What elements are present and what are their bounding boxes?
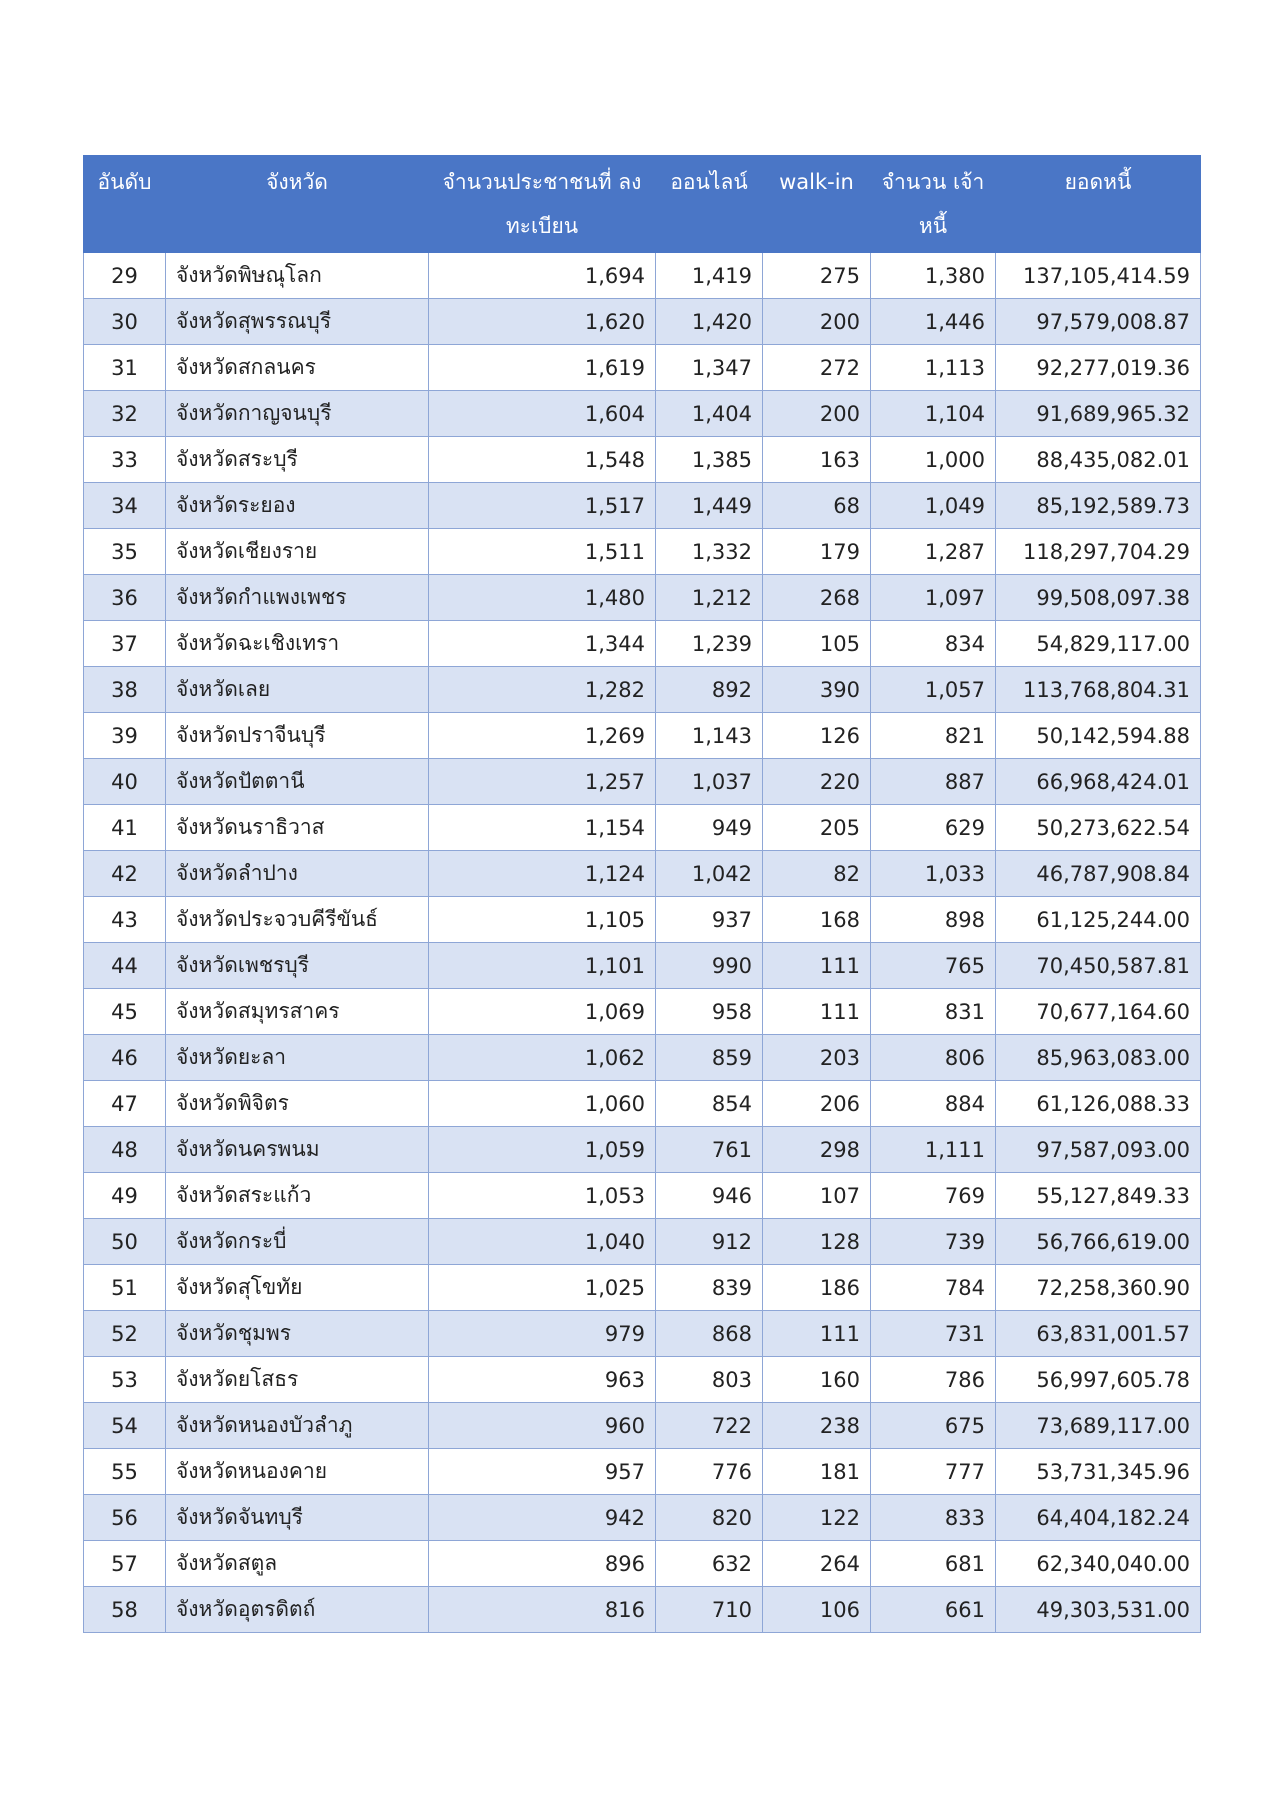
- cell-walk-in: 272: [763, 345, 871, 391]
- cell-creditors: 1,111: [871, 1127, 996, 1173]
- cell-online: 990: [656, 943, 763, 989]
- cell-debt-amount: 72,258,360.90: [996, 1265, 1201, 1311]
- cell-debt-amount: 50,273,622.54: [996, 805, 1201, 851]
- cell-debt-amount: 61,126,088.33: [996, 1081, 1201, 1127]
- cell-rank: 46: [84, 1035, 166, 1081]
- cell-registered: 1,059: [429, 1127, 656, 1173]
- cell-online: 1,420: [656, 299, 763, 345]
- cell-creditors: 784: [871, 1265, 996, 1311]
- cell-rank: 38: [84, 667, 166, 713]
- cell-online: 892: [656, 667, 763, 713]
- cell-creditors: 884: [871, 1081, 996, 1127]
- cell-walk-in: 179: [763, 529, 871, 575]
- cell-registered: 1,480: [429, 575, 656, 621]
- cell-online: 859: [656, 1035, 763, 1081]
- table-row: [84, 943, 1201, 989]
- cell-rank: 34: [84, 483, 166, 529]
- cell-rank: 41: [84, 805, 166, 851]
- cell-creditors: 898: [871, 897, 996, 943]
- table-row: [84, 1311, 1201, 1357]
- cell-creditors: 887: [871, 759, 996, 805]
- cell-walk-in: 238: [763, 1403, 871, 1449]
- cell-province: จังหวัดอุตรดิตถ์: [166, 1587, 429, 1633]
- table-row: [84, 253, 1201, 299]
- cell-creditors: 1,033: [871, 851, 996, 897]
- cell-walk-in: 82: [763, 851, 871, 897]
- cell-rank: 40: [84, 759, 166, 805]
- cell-creditors: 1,113: [871, 345, 996, 391]
- cell-online: 1,347: [656, 345, 763, 391]
- cell-province: จังหวัดสระบุรี: [166, 437, 429, 483]
- cell-walk-in: 181: [763, 1449, 871, 1495]
- cell-registered: 1,517: [429, 483, 656, 529]
- cell-debt-amount: 88,435,082.01: [996, 437, 1201, 483]
- table-row: [84, 897, 1201, 943]
- table-row: [84, 1449, 1201, 1495]
- cell-rank: 43: [84, 897, 166, 943]
- cell-province: จังหวัดฉะเชิงเทรา: [166, 621, 429, 667]
- cell-registered: 1,040: [429, 1219, 656, 1265]
- cell-debt-amount: 66,968,424.01: [996, 759, 1201, 805]
- cell-registered: 1,060: [429, 1081, 656, 1127]
- cell-debt-amount: 99,508,097.38: [996, 575, 1201, 621]
- cell-walk-in: 200: [763, 391, 871, 437]
- cell-registered: 1,511: [429, 529, 656, 575]
- cell-rank: 55: [84, 1449, 166, 1495]
- cell-walk-in: 128: [763, 1219, 871, 1265]
- table-row: [84, 391, 1201, 437]
- cell-rank: 51: [84, 1265, 166, 1311]
- cell-debt-amount: 46,787,908.84: [996, 851, 1201, 897]
- cell-province: จังหวัดปราจีนบุรี: [166, 713, 429, 759]
- cell-creditors: 1,000: [871, 437, 996, 483]
- table-row: [84, 1127, 1201, 1173]
- table-row: [84, 1495, 1201, 1541]
- cell-walk-in: 203: [763, 1035, 871, 1081]
- cell-registered: 816: [429, 1587, 656, 1633]
- cell-rank: 39: [84, 713, 166, 759]
- cell-province: จังหวัดสมุทรสาคร: [166, 989, 429, 1035]
- header-registered: จำนวนประชาชนที่ ลงทะเบียน: [429, 156, 656, 253]
- cell-province: จังหวัดหนองคาย: [166, 1449, 429, 1495]
- cell-creditors: 1,380: [871, 253, 996, 299]
- cell-rank: 54: [84, 1403, 166, 1449]
- table-row: [84, 621, 1201, 667]
- cell-registered: 1,694: [429, 253, 656, 299]
- province-registration-table: [83, 155, 1201, 1633]
- table-row: [84, 1587, 1201, 1633]
- cell-province: จังหวัดเลย: [166, 667, 429, 713]
- cell-walk-in: 206: [763, 1081, 871, 1127]
- cell-rank: 37: [84, 621, 166, 667]
- cell-creditors: 629: [871, 805, 996, 851]
- cell-online: 1,385: [656, 437, 763, 483]
- cell-registered: 1,101: [429, 943, 656, 989]
- cell-rank: 36: [84, 575, 166, 621]
- cell-creditors: 1,287: [871, 529, 996, 575]
- cell-online: 776: [656, 1449, 763, 1495]
- cell-registered: 1,604: [429, 391, 656, 437]
- cell-walk-in: 111: [763, 1311, 871, 1357]
- cell-rank: 57: [84, 1541, 166, 1587]
- table-row: [84, 1357, 1201, 1403]
- cell-province: จังหวัดสุโขทัย: [166, 1265, 429, 1311]
- cell-online: 1,332: [656, 529, 763, 575]
- cell-debt-amount: 56,997,605.78: [996, 1357, 1201, 1403]
- cell-debt-amount: 70,677,164.60: [996, 989, 1201, 1035]
- cell-registered: 979: [429, 1311, 656, 1357]
- cell-registered: 1,344: [429, 621, 656, 667]
- cell-rank: 50: [84, 1219, 166, 1265]
- table-row: [84, 989, 1201, 1035]
- cell-rank: 52: [84, 1311, 166, 1357]
- cell-registered: 1,619: [429, 345, 656, 391]
- cell-rank: 30: [84, 299, 166, 345]
- cell-province: จังหวัดเชียงราย: [166, 529, 429, 575]
- cell-creditors: 786: [871, 1357, 996, 1403]
- header-debt-amount: ยอดหนี้: [996, 156, 1201, 253]
- cell-walk-in: 200: [763, 299, 871, 345]
- header-walk-in: walk-in: [763, 156, 871, 253]
- cell-debt-amount: 70,450,587.81: [996, 943, 1201, 989]
- cell-debt-amount: 49,303,531.00: [996, 1587, 1201, 1633]
- table-row: [84, 299, 1201, 345]
- cell-rank: 47: [84, 1081, 166, 1127]
- header-creditors: จำนวน เจ้าหนี้: [871, 156, 996, 253]
- cell-debt-amount: 61,125,244.00: [996, 897, 1201, 943]
- cell-debt-amount: 113,768,804.31: [996, 667, 1201, 713]
- cell-walk-in: 68: [763, 483, 871, 529]
- cell-rank: 48: [84, 1127, 166, 1173]
- table-row: [84, 1219, 1201, 1265]
- cell-walk-in: 106: [763, 1587, 871, 1633]
- cell-province: จังหวัดนครพนม: [166, 1127, 429, 1173]
- cell-registered: 1,154: [429, 805, 656, 851]
- cell-creditors: 1,104: [871, 391, 996, 437]
- cell-registered: 960: [429, 1403, 656, 1449]
- cell-creditors: 675: [871, 1403, 996, 1449]
- cell-province: จังหวัดกระบี่: [166, 1219, 429, 1265]
- cell-province: จังหวัดพิจิตร: [166, 1081, 429, 1127]
- cell-registered: 963: [429, 1357, 656, 1403]
- cell-rank: 45: [84, 989, 166, 1035]
- cell-walk-in: 168: [763, 897, 871, 943]
- cell-debt-amount: 97,587,093.00: [996, 1127, 1201, 1173]
- cell-rank: 58: [84, 1587, 166, 1633]
- cell-creditors: 1,049: [871, 483, 996, 529]
- cell-online: 1,212: [656, 575, 763, 621]
- cell-online: 946: [656, 1173, 763, 1219]
- cell-province: จังหวัดสุพรรณบุรี: [166, 299, 429, 345]
- table-row: [84, 345, 1201, 391]
- cell-rank: 33: [84, 437, 166, 483]
- cell-province: จังหวัดพิษณุโลก: [166, 253, 429, 299]
- cell-province: จังหวัดกาญจนบุรี: [166, 391, 429, 437]
- cell-creditors: 681: [871, 1541, 996, 1587]
- cell-registered: 1,282: [429, 667, 656, 713]
- cell-creditors: 1,446: [871, 299, 996, 345]
- cell-online: 1,042: [656, 851, 763, 897]
- cell-walk-in: 186: [763, 1265, 871, 1311]
- cell-walk-in: 390: [763, 667, 871, 713]
- cell-registered: 1,105: [429, 897, 656, 943]
- cell-registered: 1,062: [429, 1035, 656, 1081]
- cell-creditors: 831: [871, 989, 996, 1035]
- cell-online: 632: [656, 1541, 763, 1587]
- cell-online: 1,037: [656, 759, 763, 805]
- cell-registered: 896: [429, 1541, 656, 1587]
- cell-online: 1,143: [656, 713, 763, 759]
- cell-debt-amount: 53,731,345.96: [996, 1449, 1201, 1495]
- cell-province: จังหวัดกำแพงเพชร: [166, 575, 429, 621]
- cell-registered: 1,053: [429, 1173, 656, 1219]
- table-row: [84, 437, 1201, 483]
- cell-online: 1,449: [656, 483, 763, 529]
- cell-debt-amount: 91,689,965.32: [996, 391, 1201, 437]
- cell-debt-amount: 56,766,619.00: [996, 1219, 1201, 1265]
- header-province: จังหวัด: [166, 156, 429, 253]
- cell-debt-amount: 55,127,849.33: [996, 1173, 1201, 1219]
- table-row: [84, 1265, 1201, 1311]
- cell-walk-in: 298: [763, 1127, 871, 1173]
- cell-province: จังหวัดลำปาง: [166, 851, 429, 897]
- cell-debt-amount: 73,689,117.00: [996, 1403, 1201, 1449]
- cell-registered: 1,124: [429, 851, 656, 897]
- cell-registered: 1,025: [429, 1265, 656, 1311]
- cell-province: จังหวัดชุมพร: [166, 1311, 429, 1357]
- cell-online: 839: [656, 1265, 763, 1311]
- cell-debt-amount: 50,142,594.88: [996, 713, 1201, 759]
- cell-online: 820: [656, 1495, 763, 1541]
- cell-online: 958: [656, 989, 763, 1035]
- table-row: [84, 759, 1201, 805]
- cell-online: 868: [656, 1311, 763, 1357]
- table-row: [84, 1081, 1201, 1127]
- cell-rank: 35: [84, 529, 166, 575]
- cell-rank: 49: [84, 1173, 166, 1219]
- cell-debt-amount: 137,105,414.59: [996, 253, 1201, 299]
- cell-creditors: 1,097: [871, 575, 996, 621]
- cell-walk-in: 107: [763, 1173, 871, 1219]
- cell-province: จังหวัดปัตตานี: [166, 759, 429, 805]
- cell-walk-in: 205: [763, 805, 871, 851]
- cell-rank: 31: [84, 345, 166, 391]
- cell-creditors: 1,057: [871, 667, 996, 713]
- cell-debt-amount: 54,829,117.00: [996, 621, 1201, 667]
- cell-province: จังหวัดสกลนคร: [166, 345, 429, 391]
- table-row: [84, 483, 1201, 529]
- table-row: [84, 713, 1201, 759]
- cell-online: 803: [656, 1357, 763, 1403]
- table-header-row: [84, 156, 1201, 253]
- cell-registered: 1,269: [429, 713, 656, 759]
- cell-registered: 1,257: [429, 759, 656, 805]
- cell-province: จังหวัดยะลา: [166, 1035, 429, 1081]
- table-row: [84, 575, 1201, 621]
- table-row: [84, 529, 1201, 575]
- table-row: [84, 1541, 1201, 1587]
- cell-online: 937: [656, 897, 763, 943]
- cell-creditors: 769: [871, 1173, 996, 1219]
- cell-online: 761: [656, 1127, 763, 1173]
- cell-province: จังหวัดหนองบัวลำภู: [166, 1403, 429, 1449]
- table-row: [84, 805, 1201, 851]
- cell-creditors: 833: [871, 1495, 996, 1541]
- cell-creditors: 821: [871, 713, 996, 759]
- table-row: [84, 667, 1201, 713]
- cell-online: 1,404: [656, 391, 763, 437]
- cell-rank: 32: [84, 391, 166, 437]
- cell-creditors: 834: [871, 621, 996, 667]
- cell-province: จังหวัดนราธิวาส: [166, 805, 429, 851]
- cell-walk-in: 264: [763, 1541, 871, 1587]
- cell-registered: 1,548: [429, 437, 656, 483]
- cell-rank: 44: [84, 943, 166, 989]
- cell-walk-in: 105: [763, 621, 871, 667]
- cell-online: 1,419: [656, 253, 763, 299]
- cell-creditors: 777: [871, 1449, 996, 1495]
- table-body: [84, 253, 1201, 1633]
- cell-walk-in: 126: [763, 713, 871, 759]
- cell-province: จังหวัดสตูล: [166, 1541, 429, 1587]
- cell-debt-amount: 63,831,001.57: [996, 1311, 1201, 1357]
- cell-walk-in: 163: [763, 437, 871, 483]
- cell-debt-amount: 62,340,040.00: [996, 1541, 1201, 1587]
- cell-registered: 1,620: [429, 299, 656, 345]
- table-row: [84, 1173, 1201, 1219]
- cell-online: 949: [656, 805, 763, 851]
- header-rank: อันดับ: [84, 156, 166, 253]
- cell-walk-in: 111: [763, 989, 871, 1035]
- cell-debt-amount: 85,963,083.00: [996, 1035, 1201, 1081]
- cell-walk-in: 220: [763, 759, 871, 805]
- table-row: [84, 1035, 1201, 1081]
- cell-province: จังหวัดจันทบุรี: [166, 1495, 429, 1541]
- cell-creditors: 731: [871, 1311, 996, 1357]
- cell-online: 912: [656, 1219, 763, 1265]
- cell-online: 722: [656, 1403, 763, 1449]
- cell-rank: 56: [84, 1495, 166, 1541]
- table-row: [84, 1403, 1201, 1449]
- cell-rank: 42: [84, 851, 166, 897]
- cell-province: จังหวัดยโสธร: [166, 1357, 429, 1403]
- cell-rank: 53: [84, 1357, 166, 1403]
- cell-walk-in: 122: [763, 1495, 871, 1541]
- cell-creditors: 806: [871, 1035, 996, 1081]
- cell-online: 710: [656, 1587, 763, 1633]
- cell-walk-in: 275: [763, 253, 871, 299]
- cell-walk-in: 268: [763, 575, 871, 621]
- cell-creditors: 661: [871, 1587, 996, 1633]
- table-row: [84, 851, 1201, 897]
- cell-province: จังหวัดระยอง: [166, 483, 429, 529]
- cell-debt-amount: 64,404,182.24: [996, 1495, 1201, 1541]
- cell-debt-amount: 118,297,704.29: [996, 529, 1201, 575]
- cell-debt-amount: 92,277,019.36: [996, 345, 1201, 391]
- cell-province: จังหวัดสระแก้ว: [166, 1173, 429, 1219]
- cell-walk-in: 111: [763, 943, 871, 989]
- cell-registered: 942: [429, 1495, 656, 1541]
- cell-registered: 1,069: [429, 989, 656, 1035]
- cell-province: จังหวัดเพชรบุรี: [166, 943, 429, 989]
- header-online: ออนไลน์: [656, 156, 763, 253]
- cell-creditors: 765: [871, 943, 996, 989]
- cell-rank: 29: [84, 253, 166, 299]
- cell-walk-in: 160: [763, 1357, 871, 1403]
- cell-debt-amount: 85,192,589.73: [996, 483, 1201, 529]
- cell-online: 1,239: [656, 621, 763, 667]
- cell-registered: 957: [429, 1449, 656, 1495]
- cell-creditors: 739: [871, 1219, 996, 1265]
- cell-debt-amount: 97,579,008.87: [996, 299, 1201, 345]
- cell-province: จังหวัดประจวบคีรีขันธ์: [166, 897, 429, 943]
- cell-online: 854: [656, 1081, 763, 1127]
